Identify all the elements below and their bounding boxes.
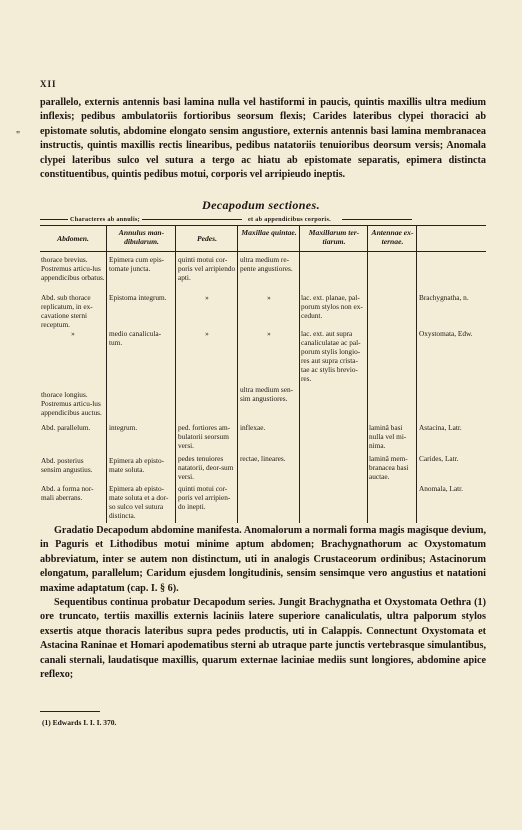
section-title: Decapodum sectiones. [202, 198, 320, 212]
table-cell: quinti motui cor-poris vel arripien-do inepti. [178, 484, 231, 511]
table-cell: ped. fortiores am-bulatorii seorsum versi. [178, 423, 231, 450]
sections-table [40, 225, 486, 523]
table-cell: ultra medium sen-sim angustiores. [240, 385, 294, 403]
brace-line [142, 219, 242, 224]
column-rule [175, 225, 176, 523]
brace-line [342, 219, 412, 224]
table-cell: laminâ mem-branacea basi auctae. [369, 454, 409, 481]
table-cell: Abd. sub thorace replicatum, in ex-cavatione sterni receptum. [41, 293, 93, 329]
table-cell: lac. ext. planae, pal-porum stylos non ex-cedunt. [301, 293, 363, 320]
table-cell: Epimera ab episto-mate soluta. [109, 456, 165, 474]
table-cell: » [267, 329, 271, 338]
table-cell: pedes tenuiores natatorii, deor-sum versi. [178, 454, 234, 481]
section-name: Anomala, Latr. [419, 484, 463, 493]
footnote: (1) Edwards I. I. I. 370. [42, 718, 117, 727]
table-cell: » [205, 293, 209, 302]
table-cell: thorace brevius. Postremus articu-lus appendicibus orbatus. [41, 255, 105, 282]
table-cell: medio canalicula-tum. [109, 329, 162, 347]
page-number: XII [40, 79, 57, 89]
table-cell: Abd. posterius sensim angustius. [41, 456, 93, 474]
table-cell: Epimera ab episto-mate soluta et a dor-so sulco vel sutura distincta. [109, 484, 169, 520]
section-name: Oxystomata, Edw. [419, 329, 473, 338]
table-cell: Abd. parallelum. [41, 423, 91, 432]
table-cell: quinti motui cor-poris vel arripiendo apti. [178, 255, 236, 282]
column-rule [237, 225, 238, 523]
table-cell: integrum. [109, 423, 138, 432]
column-rule [367, 225, 368, 523]
column-header: Maxillarum ter-tiarum. [308, 228, 360, 246]
table-cell: » [71, 329, 75, 338]
body-text [40, 524, 486, 682]
footnote-rule [40, 711, 100, 712]
table-cell: rectae, lineares. [240, 454, 286, 463]
table-cell: inflexae. [240, 423, 266, 432]
brace-line [40, 219, 68, 224]
table-cell: » [205, 329, 209, 338]
group-header-right: et ab appendicibus corporis. [248, 216, 332, 223]
column-header: Maxillae quintae. [241, 228, 297, 237]
column-header: Antennae ex-ternae. [371, 228, 414, 246]
intro-paragraph: parallelo, externis antennis basi lamina nulla vel hastiformi in paucis, quintis maxillis ultra medium inflexis; pedibus ambulatoriis fortioribus seorsum flexis; Carides lateribus clypei thoracici ab epistomate solutis, abdomine elongato sensim angustiore, externis antennis basi lamina membranacea instructis, quintis maxillis rectis linearibus, pedibus natatoriis tenuioribus deorsum versis; Anomala clypei lateribus sulco vel sutura a tergo ac hiatu ab epistomate separatis, epimera distincta constituentibus, quintis pedibus motui, corporis vel arripieudo ineptis. [40, 97, 486, 181]
table-cell: Abd. a forma nor-mali aberrans. [41, 484, 94, 502]
section-name: Carides, Latr. [419, 454, 459, 463]
group-header-left: Characteres ab annulis; [70, 216, 141, 223]
margin-mark: " [16, 130, 21, 141]
table-cell: Epimera cum epis-tomate juncta. [109, 255, 165, 273]
column-rule [299, 225, 300, 523]
paragraph: Gradatio Decapodum abdomine manifesta. Anomalorum a normali forma magis magisque devium, in Paguris et Lithodibus motui minime aptum abdomen; Brachygnathorum ac Oxystomatum abbreviatum, inter se autem non distinctum, uti in analogis Crustaceorum ordinibus; Astacinorum elongatum, parallelum; Caridum ejusdem longitudinis, sensim sensimque vero angustius et natationi maxime adaptatum (cap. I. § 6). [40, 525, 486, 594]
table-cell: laminâ basi nulla vel mi-nima. [369, 423, 407, 450]
table-cell: Epistoma integrum. [109, 293, 167, 302]
table-cell: ultra medium re-pente angustiores. [240, 255, 293, 273]
column-rule [416, 225, 417, 523]
section-name: Brachygnatha, n. [419, 293, 469, 302]
table-cell: thorace longius. Postremus articu-lus appendicibus auctus. [41, 390, 102, 417]
table-cell: lac. ext. aut supra canaliculatae ac pal-porum stylis longio-res aut supra crista-tae ac stylis brevio-res. [301, 329, 361, 383]
section-name: Astacina, Latr. [419, 423, 462, 432]
column-header: Pedes. [196, 234, 218, 243]
column-rule [106, 225, 107, 523]
column-header: Abdomen. [57, 234, 89, 243]
column-header: Annulus man-dibularum. [118, 228, 165, 246]
paragraph: Sequentibus continua probatur Decapodum series. Jungit Brachygnatha et Oxystomata Oethra (1) ore truncato, tertiis maxillis externis laciniis latere superiore canaliculatis, ultra palporum stylos exsertis atque thoracis lateribus supra pedes productis, uti in Calappis. Connectunt Oxystomata et Astacina Raninae et Homari apodematibus sterni ab utraque parte junctis vertebrasque simulantibus, canali sternali, laudatisque maxillis, quarum externae laciniae mediis sunt longiores, abdomine apice reflexo; [40, 597, 486, 681]
table-cell: » [267, 293, 271, 302]
